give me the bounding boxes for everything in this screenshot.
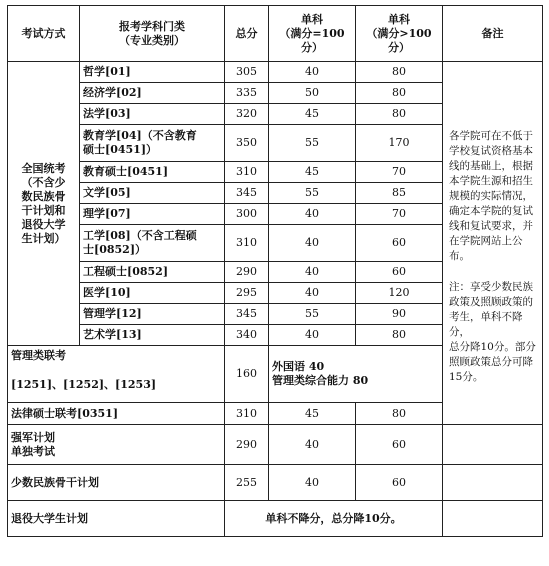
minority-label: 少数民族骨干计划	[8, 465, 225, 501]
header-single100-line1: 单科	[301, 12, 323, 26]
header-subject-category	[80, 6, 225, 62]
singlegt100-cell: 80	[356, 83, 443, 104]
strong-label	[8, 425, 225, 465]
subject-cell	[80, 225, 225, 262]
header-single-gt100	[356, 6, 443, 62]
minority-singlegt100: 60	[356, 465, 443, 501]
subject-cell: 哲学[01]	[80, 62, 225, 83]
admission-score-table-container	[7, 5, 543, 537]
strong-single100: 40	[269, 425, 356, 465]
strong-total: 290	[225, 425, 269, 465]
veteran-label: 退役大学生计划	[8, 501, 225, 537]
note-p2-line6: 15分。	[449, 371, 484, 383]
table-row	[8, 62, 543, 83]
header-singlegt100-line2: （满分>100	[366, 26, 432, 40]
singlegt100-cell: 60	[356, 262, 443, 283]
singlegt100-cell: 80	[356, 104, 443, 125]
single100-cell: 50	[269, 83, 356, 104]
single100-cell: 40	[269, 204, 356, 225]
single100-cell: 40	[269, 283, 356, 304]
note-p1-line7: 线和复试要求，并	[449, 220, 533, 232]
subject-cell: 理学[07]	[80, 204, 225, 225]
single100-cell: 45	[269, 162, 356, 183]
subject-cell: 医学[10]	[80, 283, 225, 304]
note-p1-line4: 本学院生源和招生	[449, 175, 533, 187]
total-cell: 320	[225, 104, 269, 125]
admission-score-table	[7, 5, 543, 537]
subject-cell: 工程硕士[0852]	[80, 262, 225, 283]
header-exam-method: 考试方式	[8, 6, 80, 62]
singlegt100-cell: 80	[356, 62, 443, 83]
header-single100-line3: 分）	[301, 40, 323, 54]
total-cell: 350	[225, 125, 269, 162]
total-cell: 345	[225, 304, 269, 325]
total-cell: 305	[225, 62, 269, 83]
note-p1-line3: 线的基础上，根据	[449, 160, 533, 172]
single100-cell: 45	[269, 104, 356, 125]
subject-cell: 文学[05]	[80, 183, 225, 204]
total-cell: 345	[225, 183, 269, 204]
total-cell: 300	[225, 204, 269, 225]
note-p2-line4: 总分降10分。部分	[449, 341, 536, 353]
singlegt100-cell: 90	[356, 304, 443, 325]
note-p1-line8: 在学院网站上公	[449, 235, 523, 247]
subject-line1: 工学[08]（不含工程硕	[83, 229, 197, 242]
law-single100: 45	[269, 403, 356, 425]
mgmt-label-line1: 管理类联考	[11, 349, 66, 362]
mgmt-detail-line1: 外国语 40	[272, 360, 325, 373]
table-header-row	[8, 6, 543, 62]
note-p1-line9: 布。	[449, 250, 470, 262]
mgmt-detail	[269, 346, 443, 403]
category-line3: 数民族骨	[21, 189, 66, 203]
total-cell: 290	[225, 262, 269, 283]
total-cell: 340	[225, 325, 269, 346]
mgmt-detail-line2: 管理类综合能力 80	[272, 374, 369, 387]
subject-cell: 管理学[12]	[80, 304, 225, 325]
total-cell: 335	[225, 83, 269, 104]
strong-label-line2: 单独考试	[11, 444, 55, 458]
note-p2-line2: 政策及照顾政策的	[449, 296, 533, 308]
strong-singlegt100: 60	[356, 425, 443, 465]
header-subject-line2: （专业类别）	[119, 33, 185, 47]
category-line5: 退役大学	[21, 217, 66, 231]
subject-cell	[80, 125, 225, 162]
strong-row	[8, 425, 543, 465]
header-single100-line2: （满分=100	[279, 26, 345, 40]
minority-total: 255	[225, 465, 269, 501]
subject-line2: 硕士[0451]）	[83, 143, 158, 156]
subject-cell: 艺术学[13]	[80, 325, 225, 346]
single100-cell: 40	[269, 325, 356, 346]
minority-note-empty	[443, 465, 543, 501]
header-subject-line1: 报考学科门类	[119, 19, 185, 33]
minority-row	[8, 465, 543, 501]
subject-cell: 法学[03]	[80, 104, 225, 125]
subject-line1: 教育学[04]（不含教育	[83, 129, 197, 142]
total-cell: 310	[225, 225, 269, 262]
mgmt-label	[8, 346, 225, 403]
note-cell	[443, 62, 543, 425]
singlegt100-cell: 170	[356, 125, 443, 162]
category-national-exam	[8, 62, 80, 346]
category-line1: 全国统考	[21, 161, 66, 175]
note-paragraph-1	[449, 129, 538, 264]
category-line6: 生计划）	[21, 231, 66, 245]
subject-cell: 经济学[02]	[80, 83, 225, 104]
header-single-100	[269, 6, 356, 62]
header-singlegt100-line3: 分）	[388, 40, 410, 54]
subject-cell: 教育硕士[0451]	[80, 162, 225, 183]
note-p2-line3: 考生，单科不降分，	[449, 311, 523, 338]
strong-note-empty	[443, 425, 543, 465]
singlegt100-cell: 70	[356, 204, 443, 225]
minority-single100: 40	[269, 465, 356, 501]
header-note: 备注	[443, 6, 543, 62]
total-cell: 295	[225, 283, 269, 304]
strong-label-line1: 强军计划	[11, 430, 55, 444]
mgmt-label-line2: [1251]、[1252]、[1253]	[11, 378, 157, 391]
singlegt100-cell: 70	[356, 162, 443, 183]
note-paragraph-2	[449, 280, 538, 385]
header-singlegt100-line1: 单科	[388, 12, 410, 26]
single100-cell: 55	[269, 125, 356, 162]
note-p2-line5: 照顾政策总分可降	[449, 356, 533, 368]
single100-cell: 40	[269, 262, 356, 283]
singlegt100-cell: 60	[356, 225, 443, 262]
header-total: 总分	[225, 6, 269, 62]
singlegt100-cell: 85	[356, 183, 443, 204]
singlegt100-cell: 120	[356, 283, 443, 304]
veteran-rule: 单科不降分，总分降10分。	[225, 501, 443, 537]
law-total: 310	[225, 403, 269, 425]
note-p2-line1: 注：享受少数民族	[449, 281, 533, 293]
single100-cell: 55	[269, 183, 356, 204]
mgmt-total: 160	[225, 346, 269, 403]
single100-cell: 55	[269, 304, 356, 325]
law-singlegt100: 80	[356, 403, 443, 425]
note-p1-line6: 确定本学院的复试	[449, 205, 533, 217]
subject-line2: 士[0852]）	[83, 243, 147, 256]
singlegt100-cell: 80	[356, 325, 443, 346]
total-cell: 310	[225, 162, 269, 183]
category-line4: 干计划和	[21, 203, 66, 217]
note-p1-line2: 学校复试资格基本	[449, 145, 533, 157]
note-p1-line1: 各学院可在不低于	[449, 130, 533, 142]
single100-cell: 40	[269, 225, 356, 262]
note-p1-line5: 规模的实际情况，	[449, 190, 533, 202]
law-label: 法律硕士联考[0351]	[8, 403, 225, 425]
veteran-row	[8, 501, 543, 537]
veteran-note-empty	[443, 501, 543, 537]
single100-cell: 40	[269, 62, 356, 83]
category-line2: （不含少	[21, 175, 66, 189]
